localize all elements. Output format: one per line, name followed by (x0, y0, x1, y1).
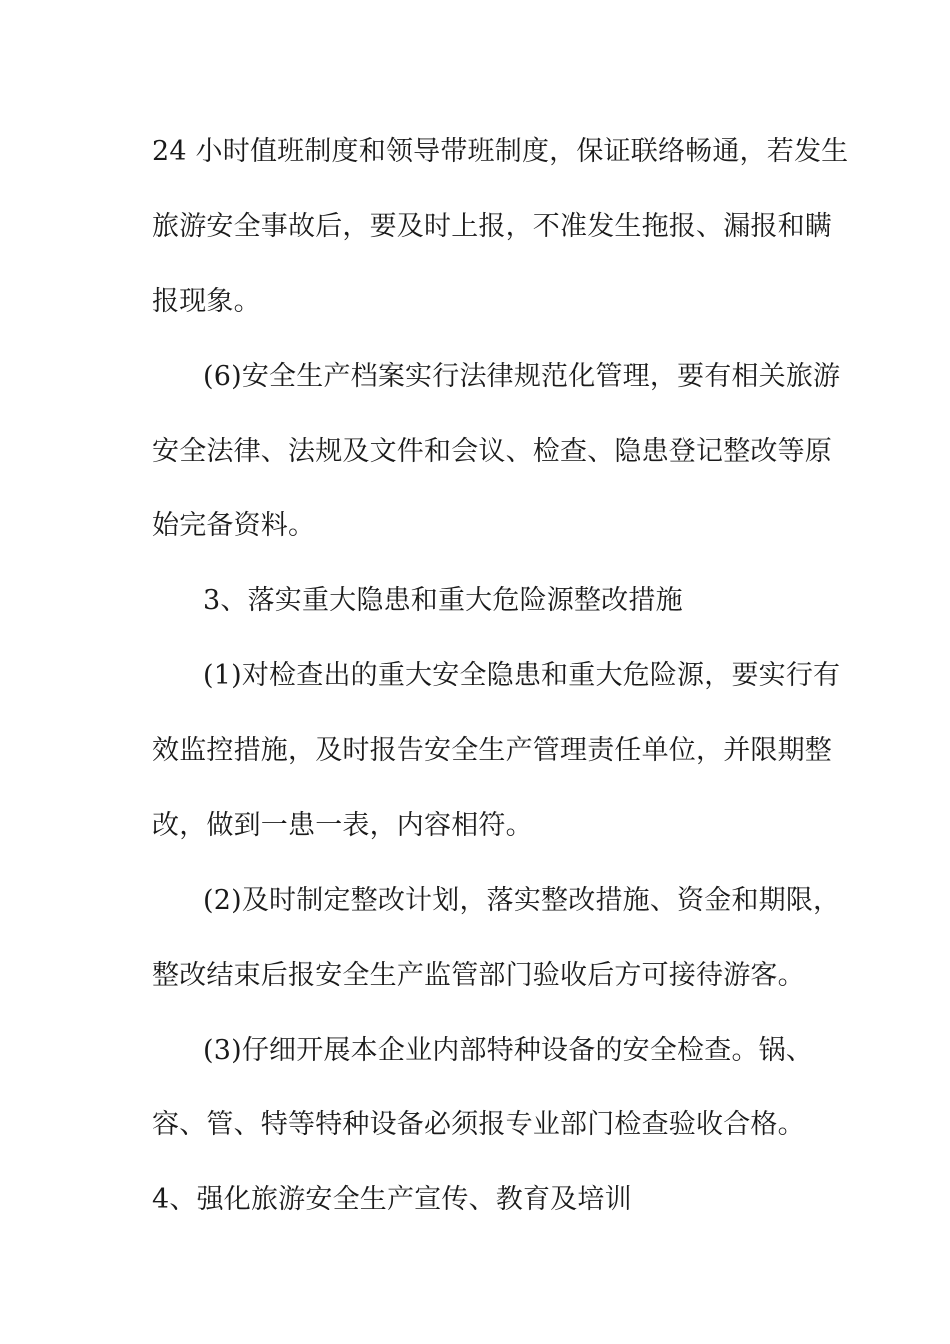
text-line: 容、管、特等特种设备必须报专业部门检查验收合格。 (152, 1109, 805, 1140)
text-line: 报现象。 (152, 286, 261, 317)
text-line: 24 小时值班制度和领导带班制度，保证联络畅通，若发生 (152, 136, 849, 167)
section-heading: 3、落实重大隐患和重大危险源整改措施 (203, 585, 683, 616)
paragraph-start-line: (6)安全生产档案实行法律规范化管理，要有相关旅游 (203, 361, 841, 392)
text-line: 改，做到一患一表，内容相符。 (152, 810, 533, 841)
paragraph-start-line: (3)仔细开展本企业内部特种设备的安全检查。锅、 (203, 1035, 814, 1066)
paragraph-start-line: (2)及时制定整改计划，落实整改措施、资金和期限， (203, 885, 841, 916)
text-line: 始完备资料。 (152, 510, 316, 541)
paragraph-start-line: (1)对检查出的重大安全隐患和重大危险源，要实行有 (203, 660, 841, 691)
text-line: 效监控措施，及时报告安全生产管理责任单位，并限期整 (152, 735, 832, 766)
text-line: 旅游安全事故后，要及时上报，不准发生拖报、漏报和瞒 (152, 211, 832, 242)
text-line: 整改结束后报安全生产监管部门验收后方可接待游客。 (152, 960, 805, 991)
section-heading: 4、强化旅游安全生产宣传、教育及培训 (152, 1184, 632, 1215)
text-line: 安全法律、法规及文件和会议、检查、隐患登记整改等原 (152, 436, 832, 467)
